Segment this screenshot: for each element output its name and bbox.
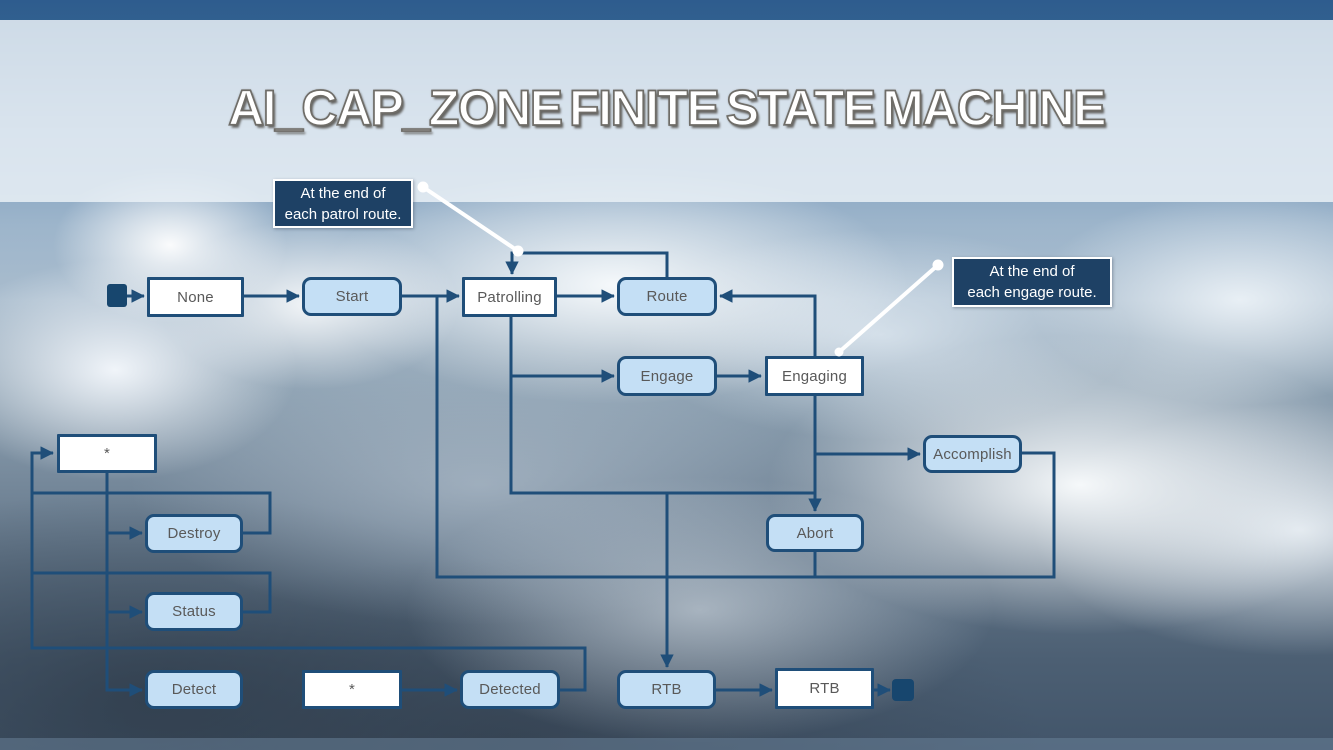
connector-any-to-detect bbox=[107, 473, 142, 690]
state-engaging bbox=[765, 356, 864, 396]
callout-line-patrol-target-dot bbox=[513, 246, 524, 257]
state-route-label: Route bbox=[646, 288, 688, 305]
state-accomplish-label: Accomplish bbox=[933, 445, 1012, 463]
connector-engaging-to-route bbox=[720, 296, 815, 356]
state-engage-label: Engage bbox=[640, 367, 694, 385]
final-state-marker bbox=[892, 679, 914, 701]
slide-title: AI_CAP_ZONE FINITE STATE MACHINE bbox=[228, 80, 1105, 136]
state-rtb2-label: RTB bbox=[809, 680, 840, 697]
state-rtb bbox=[617, 670, 716, 709]
initial-state-marker bbox=[107, 284, 127, 307]
state-patrolling bbox=[462, 277, 557, 317]
connector-detected-return-to-any bbox=[32, 453, 585, 690]
connector-route-to-patrolling-loop bbox=[512, 253, 667, 277]
state-engage bbox=[617, 356, 717, 396]
state-any-wildcard-2 bbox=[302, 670, 402, 709]
state-start-label: Start bbox=[335, 288, 369, 305]
state-status-label: Status bbox=[172, 603, 216, 620]
state-destroy-label: Destroy bbox=[167, 525, 221, 542]
state-none-label: None bbox=[177, 288, 214, 306]
state-detect-label: Detect bbox=[171, 681, 217, 698]
state-none bbox=[147, 277, 244, 317]
callout-line-engage bbox=[838, 265, 938, 353]
state-any2-label: * bbox=[348, 681, 356, 698]
state-any-wildcard-1 bbox=[57, 434, 157, 473]
callout-patrol-route bbox=[273, 179, 413, 228]
state-detected-label: Detected bbox=[479, 681, 541, 698]
state-engaging-label: Engaging bbox=[782, 367, 847, 385]
state-detected bbox=[460, 670, 560, 709]
callout-engage-line1: At the end of bbox=[989, 263, 1075, 280]
connector-patrolling-bottom-trunk bbox=[511, 317, 815, 493]
state-rtb1-label: RTB bbox=[651, 681, 682, 698]
state-accomplish bbox=[923, 435, 1022, 473]
state-rtb-final bbox=[775, 668, 874, 709]
callout-engage-route bbox=[952, 257, 1112, 307]
state-route bbox=[617, 277, 717, 316]
bottom-strip bbox=[0, 738, 1333, 750]
state-detect bbox=[145, 670, 243, 709]
callout-patrol-line1: At the end of bbox=[300, 184, 386, 202]
callout-line-engage-endpoint bbox=[933, 260, 944, 271]
state-abort-label: Abort bbox=[796, 524, 834, 542]
callout-patrol-line2: each patrol route. bbox=[284, 205, 402, 223]
state-any1-label: * bbox=[103, 445, 111, 462]
state-patrolling-label: Patrolling bbox=[477, 288, 542, 306]
state-abort bbox=[766, 514, 864, 552]
state-start bbox=[302, 277, 402, 316]
state-status bbox=[145, 592, 243, 631]
callout-engage-line2: each engage route. bbox=[967, 284, 1097, 301]
state-destroy bbox=[145, 514, 243, 553]
